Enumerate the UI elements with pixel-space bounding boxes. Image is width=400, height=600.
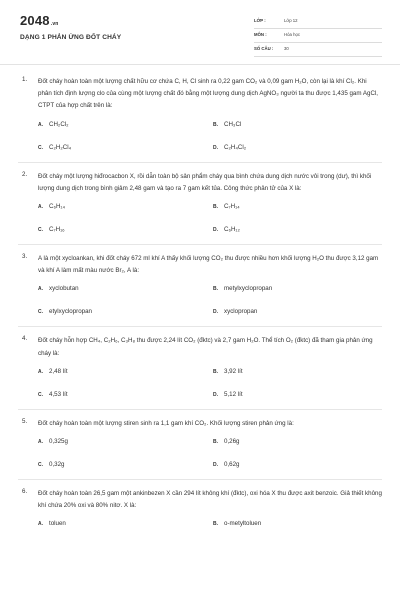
option-letter: D. <box>213 144 218 151</box>
option-text: 3,92 lít <box>224 367 243 375</box>
meta-value: 30 <box>284 46 289 51</box>
option-letter: A. <box>38 204 43 211</box>
answer-option[interactable] <box>213 456 388 479</box>
question-item <box>0 171 400 244</box>
option-letter: A. <box>38 521 43 528</box>
question-text: Đốt cháy hoàn toàn một lượng stiren sinh ra 1,1 gam khí CO₂. Khối lượng stiren phản ứng là: <box>38 419 294 427</box>
answer-option[interactable] <box>213 139 388 162</box>
option-letter: B. <box>213 121 218 128</box>
page-title: DẠNG 1 PHẢN ỨNG ĐỐT CHÁY <box>20 34 122 41</box>
question-divider <box>18 244 382 245</box>
answer-option[interactable] <box>213 198 388 221</box>
question-divider <box>18 479 382 480</box>
answer-option[interactable] <box>38 280 213 303</box>
option-letter: C. <box>38 391 43 398</box>
meta-row-count <box>254 44 382 57</box>
option-letter: C. <box>38 309 43 316</box>
question-number: 2. <box>22 170 28 178</box>
question-text: Đốt cháy hỗn hợp CH₄, C₂H₆, C₃H₈ thu được 2,24 lít CO₂ (đktc) và 2,7 gam H₂O. Thể tích O₂ (đktc) đã tham gia phản ứng cháy là: <box>38 337 373 357</box>
question-divider <box>18 326 382 327</box>
option-letter: A. <box>38 439 43 446</box>
option-letter: A. <box>38 286 43 293</box>
header-divider <box>0 64 400 65</box>
answer-options <box>38 198 382 244</box>
answer-option[interactable] <box>213 515 388 538</box>
option-letter: D. <box>213 309 218 316</box>
option-text: C₇H₁₄ <box>224 203 240 211</box>
option-letter: C. <box>38 462 43 469</box>
option-text: C₂H₄Cl₂ <box>224 143 247 151</box>
answer-option[interactable] <box>213 433 388 456</box>
question-list <box>0 76 400 538</box>
option-letter: A. <box>38 121 43 128</box>
answer-option[interactable] <box>38 515 213 538</box>
site-logo[interactable] <box>20 13 59 28</box>
option-letter: D. <box>213 462 218 469</box>
meta-value: Lớp 12 <box>284 18 298 23</box>
answer-option[interactable] <box>38 363 213 386</box>
answer-option[interactable] <box>38 139 213 162</box>
answer-option[interactable] <box>38 221 213 244</box>
question-number: 5. <box>22 417 28 425</box>
question-item <box>0 418 400 479</box>
option-letter: B. <box>213 368 218 375</box>
question-number: 6. <box>22 488 28 496</box>
meta-info <box>254 16 382 58</box>
answer-option[interactable] <box>213 363 388 386</box>
meta-value: Hóa học <box>284 32 301 37</box>
answer-option[interactable] <box>213 116 388 139</box>
answer-option[interactable] <box>38 198 213 221</box>
question-text: A là một xycloankan, khi đốt cháy 672 ml khí A thấy khối lượng CO₂ thu được nhiều hơn khối lượng H₂O thu được 3,12 gam và khí A làm mất màu nước Br₂, A là: <box>38 255 379 275</box>
answer-option[interactable] <box>213 386 388 409</box>
option-letter: B. <box>213 286 218 293</box>
option-letter: D. <box>213 227 218 234</box>
answer-option[interactable] <box>38 456 213 479</box>
option-text: 5,12 lít <box>224 390 243 398</box>
question-number: 4. <box>22 335 28 343</box>
answer-options <box>38 515 382 538</box>
option-text: 2,48 lít <box>49 367 68 375</box>
answer-options <box>38 363 382 409</box>
answer-option[interactable] <box>38 433 213 456</box>
answer-option[interactable] <box>38 116 213 139</box>
question-number: 3. <box>22 253 28 261</box>
option-text: CH₂Cl₂ <box>49 120 69 128</box>
option-text: etylxyclopropan <box>49 308 92 316</box>
meta-label: MÔN : <box>254 32 267 37</box>
option-text: o-metyltoluen <box>224 520 262 528</box>
option-text: toluen <box>49 520 66 528</box>
option-text: xyclobutan <box>49 285 79 293</box>
option-letter: A. <box>38 368 43 375</box>
option-letter: C. <box>38 227 43 234</box>
option-text: metylxyclopropan <box>224 285 273 293</box>
logo-suffix: .vn <box>50 21 59 27</box>
answer-option[interactable] <box>38 303 213 326</box>
option-text: C₆H₁₄ <box>49 203 66 211</box>
question-item <box>0 488 400 538</box>
option-letter: D. <box>213 391 218 398</box>
answer-option[interactable] <box>38 386 213 409</box>
question-text: Đốt cháy một lượng hiđrocacbon X, rồi dẫn toàn bộ sản phẩm cháy qua bình chứa dung dịch nước vôi trong (dư), thì khối lượng dung dịch trong bình giảm 2,48 gam và tạo ra 7 gam kết tủa. Công thức phân tử của X là: <box>38 172 372 192</box>
answer-option[interactable] <box>213 280 388 303</box>
option-letter: B. <box>213 439 218 446</box>
meta-label: LỚP : <box>254 18 266 23</box>
option-letter: B. <box>213 521 218 528</box>
question-text: Đốt cháy hoàn toàn một lượng chất hữu cơ chứa C, H, Cl sinh ra 0,22 gam CO₂ và 0,09 gam H₂O, còn lại là khí Cl₂. Khi phân tích định lượng clo của cùng một lượng chất đó bằng một lượng dung dịch AgNO₃ người ta thu được 1,435 gam AgCl, CTPT của hợp chất trên là: <box>38 78 379 110</box>
option-text: 4,53 lít <box>49 390 68 398</box>
option-text: C₇H₁₆ <box>49 226 65 234</box>
option-text: 0,32g <box>49 461 65 469</box>
question-text: Đốt cháy hoàn toàn 26,5 gam một ankinbezen X cần 294 lít không khí (đktc), oxi hóa X thu được axit benzoic. Giả thiết không khí chứa 20% oxi và 80% nitơ. X là: <box>38 490 382 510</box>
answer-options <box>38 116 382 162</box>
option-text: 0,325g <box>49 438 68 446</box>
option-text: 0,62g <box>224 461 240 469</box>
question-item <box>0 76 400 162</box>
answer-options <box>38 433 382 479</box>
answer-options <box>38 280 382 326</box>
page-header <box>0 0 400 64</box>
option-letter: B. <box>213 204 218 211</box>
option-letter: C. <box>38 144 43 151</box>
meta-label: SỐ CÂU : <box>254 46 274 51</box>
option-text: C₆H₁₂ <box>224 226 240 234</box>
option-text: 0,26g <box>224 438 240 446</box>
question-item <box>0 335 400 408</box>
logo-text: 2048 <box>20 13 50 28</box>
option-text: xyclopropan <box>224 308 258 316</box>
option-text: CH₃Cl <box>224 120 242 128</box>
question-divider <box>18 409 382 410</box>
question-number: 1. <box>22 76 28 83</box>
answer-option[interactable] <box>213 303 388 326</box>
answer-option[interactable] <box>213 221 388 244</box>
question-divider <box>18 162 382 163</box>
question-item <box>0 253 400 326</box>
meta-row-subject <box>254 30 382 43</box>
option-text: C₂H₂Cl₄ <box>49 143 72 151</box>
meta-row-class <box>254 16 382 29</box>
